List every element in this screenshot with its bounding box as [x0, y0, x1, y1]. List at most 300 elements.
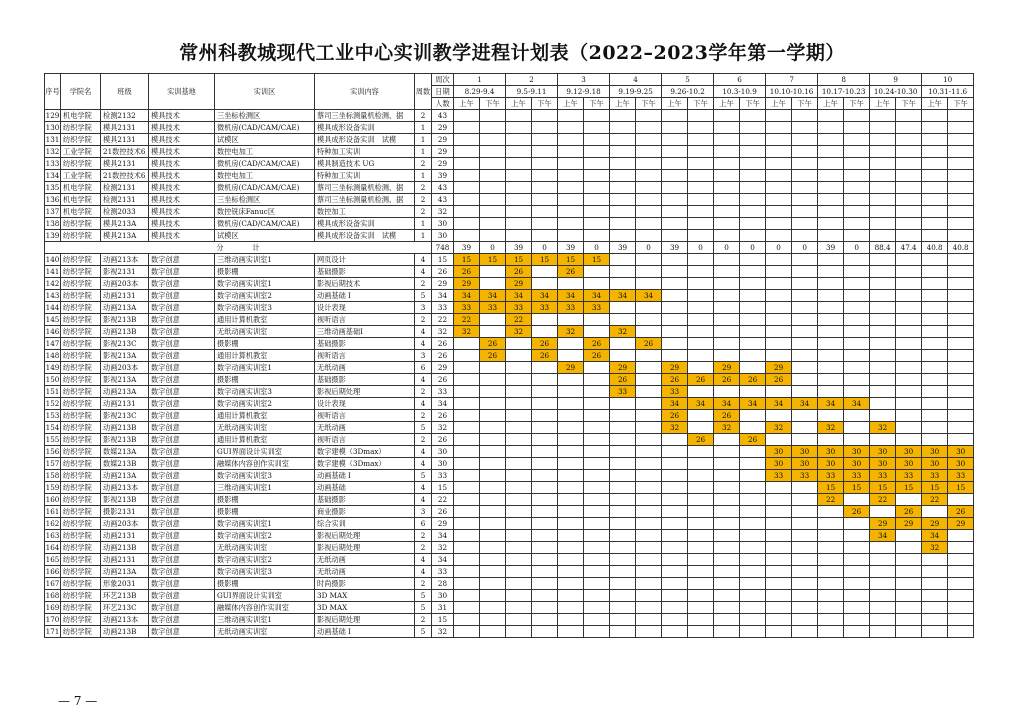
row-weeks: 4	[415, 374, 432, 386]
schedule-cell-empty	[480, 506, 506, 518]
schedule-cell-empty	[688, 386, 714, 398]
row-people: 29	[432, 158, 454, 170]
schedule-cell-empty	[610, 350, 636, 362]
schedule-cell-empty	[662, 290, 688, 302]
schedule-cell-empty	[714, 386, 740, 398]
schedule-cell: 33	[922, 470, 948, 482]
row-weeks: 2	[415, 530, 432, 542]
schedule-cell-empty	[870, 302, 896, 314]
schedule-cell-empty	[532, 218, 558, 230]
schedule-cell-empty	[662, 206, 688, 218]
schedule-cell-empty	[610, 194, 636, 206]
row-college: 纺织学院	[61, 350, 101, 362]
schedule-cell-empty	[662, 530, 688, 542]
schedule-cell: 30	[922, 446, 948, 458]
row-college: 纺织学院	[61, 458, 101, 470]
schedule-cell-empty	[792, 230, 818, 242]
schedule-cell-empty	[818, 554, 844, 566]
row-class: 检测2131	[101, 182, 149, 194]
header-pm: 下午	[688, 98, 714, 110]
row-content: 动画基础 I	[315, 470, 415, 482]
row-people: 34	[432, 290, 454, 302]
schedule-cell-empty	[896, 374, 922, 386]
schedule-cell-empty	[584, 218, 610, 230]
schedule-cell-empty	[948, 206, 974, 218]
schedule-cell-empty	[584, 614, 610, 626]
schedule-cell-empty	[922, 302, 948, 314]
schedule-cell-empty	[896, 422, 922, 434]
table-row	[45, 374, 1024, 386]
schedule-cell-empty	[532, 422, 558, 434]
week-date: 9.19-9.25	[610, 86, 662, 98]
schedule-cell-empty	[480, 458, 506, 470]
row-weeks: 4	[415, 482, 432, 494]
schedule-cell: 30	[844, 446, 870, 458]
row-seq: 137	[45, 207, 60, 216]
schedule-cell-empty	[844, 578, 870, 590]
row-area: 微机房(CAD/CAM/CAE)	[215, 218, 315, 230]
page-number: — 7 —	[58, 694, 98, 708]
schedule-cell-empty	[506, 602, 532, 614]
schedule-cell-empty	[532, 434, 558, 446]
schedule-cell-empty	[688, 422, 714, 434]
schedule-cell-empty	[740, 254, 766, 266]
table-row	[45, 266, 1024, 278]
row-seq: 135	[45, 183, 60, 192]
week-date: 10.10-10.16	[766, 86, 818, 98]
schedule-cell-empty	[506, 590, 532, 602]
schedule-cell-empty	[584, 470, 610, 482]
schedule-cell-empty	[662, 182, 688, 194]
schedule-cell-empty	[454, 446, 480, 458]
schedule-cell-empty	[532, 206, 558, 218]
row-area: 数字动画实训室3	[215, 386, 315, 398]
schedule-cell-empty	[818, 194, 844, 206]
schedule-cell-empty	[454, 518, 480, 530]
schedule-cell-empty	[844, 434, 870, 446]
row-weeks: 2	[415, 578, 432, 590]
schedule-cell-empty	[948, 398, 974, 410]
schedule-cell-empty	[558, 434, 584, 446]
row-content: 影视后期处理	[315, 614, 415, 626]
schedule-cell-empty	[558, 194, 584, 206]
schedule-cell-empty	[740, 446, 766, 458]
row-people: 33	[432, 386, 454, 398]
schedule-cell-empty	[688, 410, 714, 422]
schedule-cell-empty	[766, 338, 792, 350]
schedule-cell: 34	[688, 398, 714, 410]
schedule-cell-empty	[532, 578, 558, 590]
schedule-cell-empty	[922, 146, 948, 158]
subtotal-value: 0	[532, 242, 558, 254]
header-row-weeks	[45, 74, 1024, 86]
schedule-cell-empty	[532, 170, 558, 182]
schedule-cell-empty	[532, 266, 558, 278]
row-college: 纺织学院	[61, 470, 101, 482]
header-seq: 序号	[45, 74, 61, 110]
row-content: 影视后期处理	[315, 386, 415, 398]
schedule-cell-empty	[558, 614, 584, 626]
row-content: 基础摄影	[315, 266, 415, 278]
schedule-cell-empty	[532, 626, 558, 638]
row-seq: 153	[45, 411, 60, 420]
row-weeks: 5	[415, 590, 432, 602]
schedule-cell-empty	[558, 134, 584, 146]
schedule-cell-empty	[662, 590, 688, 602]
row-content: 设计表现	[315, 398, 415, 410]
row-people: 22	[432, 494, 454, 506]
schedule-cell-empty	[506, 206, 532, 218]
schedule-cell-empty	[792, 530, 818, 542]
row-weeks: 5	[415, 290, 432, 302]
schedule-cell-empty	[870, 122, 896, 134]
schedule-cell-empty	[766, 506, 792, 518]
schedule-cell-empty	[688, 530, 714, 542]
schedule-cell-empty	[636, 374, 662, 386]
schedule-cell-empty	[480, 422, 506, 434]
schedule-cell-empty	[662, 302, 688, 314]
schedule-cell-empty	[766, 626, 792, 638]
schedule-cell-empty	[844, 410, 870, 422]
schedule-cell-empty	[766, 494, 792, 506]
row-college: 纺织学院	[61, 566, 101, 578]
schedule-cell: 33	[844, 470, 870, 482]
row-class: 动画203本	[101, 362, 149, 374]
schedule-cell-empty	[922, 362, 948, 374]
schedule-cell-empty	[636, 494, 662, 506]
table-row	[45, 518, 1024, 530]
row-area: 通用计算机教室	[215, 350, 315, 362]
schedule-cell-empty	[636, 230, 662, 242]
schedule-cell-empty	[740, 146, 766, 158]
schedule-cell-empty	[766, 566, 792, 578]
table-row	[45, 554, 1024, 566]
schedule-cell-empty	[792, 206, 818, 218]
schedule-cell-empty	[532, 386, 558, 398]
row-seq: 149	[45, 363, 60, 372]
schedule-cell-empty	[948, 374, 974, 386]
row-base: 数字创意	[149, 482, 215, 494]
schedule-cell-empty	[558, 158, 584, 170]
schedule-cell-empty	[584, 554, 610, 566]
schedule-cell-empty	[818, 542, 844, 554]
row-class: 动画213B	[101, 422, 149, 434]
schedule-cell-empty	[454, 134, 480, 146]
schedule-cell-empty	[584, 578, 610, 590]
schedule-cell-empty	[454, 350, 480, 362]
schedule-cell-empty	[584, 434, 610, 446]
table-row	[45, 362, 1024, 374]
schedule-cell-empty	[740, 614, 766, 626]
schedule-cell-empty	[636, 590, 662, 602]
schedule-cell-empty	[610, 434, 636, 446]
row-seq: 150	[45, 375, 60, 384]
schedule-cell-empty	[480, 482, 506, 494]
schedule-cell-empty	[792, 326, 818, 338]
schedule-cell-empty	[636, 566, 662, 578]
row-area: 三维动画实训室1	[215, 482, 315, 494]
row-people: 43	[432, 182, 454, 194]
schedule-cell-empty	[662, 122, 688, 134]
schedule-cell-empty	[506, 494, 532, 506]
row-area: 数字动画实训室3	[215, 566, 315, 578]
schedule-body	[45, 110, 1024, 638]
schedule-cell: 33	[610, 386, 636, 398]
schedule-cell-empty	[454, 494, 480, 506]
schedule-cell-empty	[688, 614, 714, 626]
schedule-cell: 29	[506, 278, 532, 290]
schedule-cell-empty	[896, 338, 922, 350]
schedule-cell-empty	[922, 110, 948, 122]
schedule-cell-empty	[532, 542, 558, 554]
schedule-cell-empty	[948, 170, 974, 182]
row-class: 检测2131	[101, 194, 149, 206]
row-weeks: 4	[415, 398, 432, 410]
schedule-cell-empty	[896, 530, 922, 542]
schedule-cell-empty	[766, 122, 792, 134]
schedule-cell-empty	[714, 458, 740, 470]
week-number: 9	[870, 74, 922, 86]
row-weeks: 3	[415, 506, 432, 518]
row-content: 视听语言	[315, 410, 415, 422]
schedule-cell-empty	[454, 434, 480, 446]
schedule-cell-empty	[948, 614, 974, 626]
schedule-cell-empty	[454, 398, 480, 410]
schedule-cell-empty	[896, 170, 922, 182]
table-row	[45, 350, 1024, 362]
row-weeks: 1	[415, 218, 432, 230]
schedule-cell-empty	[922, 158, 948, 170]
schedule-cell-empty	[948, 194, 974, 206]
schedule-cell-empty	[740, 290, 766, 302]
schedule-cell-empty	[584, 182, 610, 194]
schedule-cell-empty	[714, 218, 740, 230]
schedule-cell-empty	[870, 206, 896, 218]
schedule-cell-empty	[948, 278, 974, 290]
table-row	[45, 506, 1024, 518]
row-college: 纺织学院	[61, 614, 101, 626]
row-people: 29	[432, 146, 454, 158]
schedule-cell-empty	[610, 566, 636, 578]
schedule-cell-empty	[662, 554, 688, 566]
row-class: 影视213B	[101, 494, 149, 506]
week-date: 10.3-10.9	[714, 86, 766, 98]
schedule-cell-empty	[792, 410, 818, 422]
row-weeks: 4	[415, 266, 432, 278]
schedule-cell-empty	[870, 506, 896, 518]
subtotal-value: 0	[636, 242, 662, 254]
schedule-cell-empty	[740, 338, 766, 350]
row-base: 模具技术	[149, 146, 215, 158]
schedule-cell-empty	[636, 254, 662, 266]
row-content: 蔡司三坐标测量机检测、据	[315, 110, 415, 122]
schedule-cell-empty	[506, 434, 532, 446]
schedule-cell-empty	[870, 542, 896, 554]
schedule-cell: 26	[480, 350, 506, 362]
schedule-cell-empty	[766, 350, 792, 362]
table-row	[45, 206, 1024, 218]
schedule-cell-empty	[688, 482, 714, 494]
row-college: 纺织学院	[61, 158, 101, 170]
schedule-cell: 26	[480, 338, 506, 350]
schedule-cell-empty	[610, 542, 636, 554]
row-area: 无纸动画实训室	[215, 326, 315, 338]
schedule-cell-empty	[844, 542, 870, 554]
schedule-cell-empty	[636, 314, 662, 326]
schedule-cell-empty	[948, 230, 974, 242]
schedule-cell-empty	[506, 146, 532, 158]
schedule-cell-empty	[532, 590, 558, 602]
schedule-cell-empty	[740, 158, 766, 170]
row-weeks: 4	[415, 458, 432, 470]
schedule-cell-empty	[662, 326, 688, 338]
row-content: 基础摄影	[315, 338, 415, 350]
row-seq: 155	[45, 435, 60, 444]
schedule-cell-empty	[740, 602, 766, 614]
schedule-cell-empty	[948, 434, 974, 446]
schedule-cell-empty	[896, 206, 922, 218]
subtotal-value: 39	[610, 242, 636, 254]
schedule-cell: 26	[454, 266, 480, 278]
header-week-label: 周次	[432, 74, 454, 86]
row-content: 模具成形设备实训	[315, 218, 415, 230]
schedule-cell: 15	[844, 482, 870, 494]
schedule-cell-empty	[688, 326, 714, 338]
row-content: 模具成形设备实训 试模	[315, 134, 415, 146]
schedule-cell-empty	[662, 614, 688, 626]
row-base: 模具技术	[149, 230, 215, 242]
schedule-cell-empty	[870, 602, 896, 614]
row-class: 动画213本	[101, 482, 149, 494]
row-seq: 171	[45, 627, 60, 636]
schedule-cell-empty	[610, 518, 636, 530]
schedule-cell-empty	[558, 386, 584, 398]
schedule-cell-empty	[922, 578, 948, 590]
row-weeks: 5	[415, 422, 432, 434]
schedule-cell-empty	[454, 530, 480, 542]
schedule-cell: 34	[922, 530, 948, 542]
row-people: 30	[432, 590, 454, 602]
schedule-cell-empty	[766, 302, 792, 314]
row-people: 26	[432, 506, 454, 518]
schedule-cell-empty	[896, 350, 922, 362]
schedule-cell-empty	[532, 494, 558, 506]
schedule-cell: 26	[506, 266, 532, 278]
row-weeks: 5	[415, 626, 432, 638]
week-date: 8.29-9.4	[454, 86, 506, 98]
schedule-cell-empty	[532, 446, 558, 458]
schedule-cell-empty	[506, 410, 532, 422]
row-content: 影视后期处理	[315, 530, 415, 542]
week-number: 2	[506, 74, 558, 86]
schedule-cell-empty	[818, 338, 844, 350]
schedule-cell-empty	[896, 194, 922, 206]
row-people: 29	[432, 134, 454, 146]
row-people: 22	[432, 314, 454, 326]
table-row	[45, 122, 1024, 134]
subtotal-value: 0	[714, 242, 740, 254]
row-area: 数字动画实训室1	[215, 278, 315, 290]
schedule-cell-empty	[844, 350, 870, 362]
schedule-cell-empty	[714, 506, 740, 518]
schedule-cell-empty	[922, 590, 948, 602]
schedule-cell-empty	[454, 194, 480, 206]
schedule-cell-empty	[844, 158, 870, 170]
schedule-cell-empty	[532, 530, 558, 542]
schedule-cell-empty	[454, 590, 480, 602]
row-content: 时尚摄影	[315, 578, 415, 590]
schedule-cell-empty	[740, 170, 766, 182]
schedule-cell-empty	[818, 230, 844, 242]
schedule-cell-empty	[870, 398, 896, 410]
schedule-cell-empty	[818, 254, 844, 266]
schedule-cell-empty	[454, 554, 480, 566]
schedule-cell-empty	[792, 278, 818, 290]
header-pm: 下午	[896, 98, 922, 110]
row-people: 33	[432, 566, 454, 578]
schedule-cell-empty	[480, 554, 506, 566]
schedule-cell-empty	[766, 314, 792, 326]
schedule-cell-empty	[610, 410, 636, 422]
schedule-cell-empty	[558, 506, 584, 518]
schedule-cell-empty	[532, 374, 558, 386]
schedule-cell-empty	[636, 518, 662, 530]
row-college: 纺织学院	[61, 278, 101, 290]
schedule-cell-empty	[792, 494, 818, 506]
schedule-cell-empty	[922, 602, 948, 614]
row-weeks: 2	[415, 158, 432, 170]
week-number: 3	[558, 74, 610, 86]
header-pm: 下午	[532, 98, 558, 110]
schedule-cell-empty	[844, 626, 870, 638]
week-date: 10.17-10.23	[818, 86, 870, 98]
schedule-cell-empty	[896, 566, 922, 578]
schedule-cell-empty	[454, 122, 480, 134]
schedule-cell-empty	[740, 566, 766, 578]
schedule-cell-empty	[870, 350, 896, 362]
row-seq: 163	[45, 531, 60, 540]
schedule-cell-empty	[714, 290, 740, 302]
schedule-cell-empty	[480, 158, 506, 170]
schedule-cell-empty	[610, 626, 636, 638]
row-weeks: 2	[415, 314, 432, 326]
schedule-cell-empty	[740, 506, 766, 518]
schedule-cell-empty	[688, 602, 714, 614]
row-content: 综合实训	[315, 518, 415, 530]
schedule-cell-empty	[454, 410, 480, 422]
row-college: 纺织学院	[61, 626, 101, 638]
schedule-cell-empty	[688, 206, 714, 218]
schedule-cell-empty	[896, 326, 922, 338]
schedule-cell-empty	[584, 494, 610, 506]
schedule-cell: 33	[506, 302, 532, 314]
schedule-cell-empty	[636, 170, 662, 182]
schedule-cell-empty	[610, 338, 636, 350]
schedule-cell-empty	[844, 122, 870, 134]
schedule-cell-empty	[844, 302, 870, 314]
schedule-cell-empty	[636, 614, 662, 626]
schedule-cell: 34	[454, 290, 480, 302]
schedule-cell-empty	[792, 578, 818, 590]
schedule-cell-empty	[636, 362, 662, 374]
subtotal-value: 0	[584, 242, 610, 254]
schedule-cell-empty	[948, 602, 974, 614]
header-am: 上午	[506, 98, 532, 110]
schedule-cell-empty	[480, 170, 506, 182]
schedule-cell-empty	[922, 554, 948, 566]
schedule-cell-empty	[688, 302, 714, 314]
schedule-cell-empty	[922, 170, 948, 182]
